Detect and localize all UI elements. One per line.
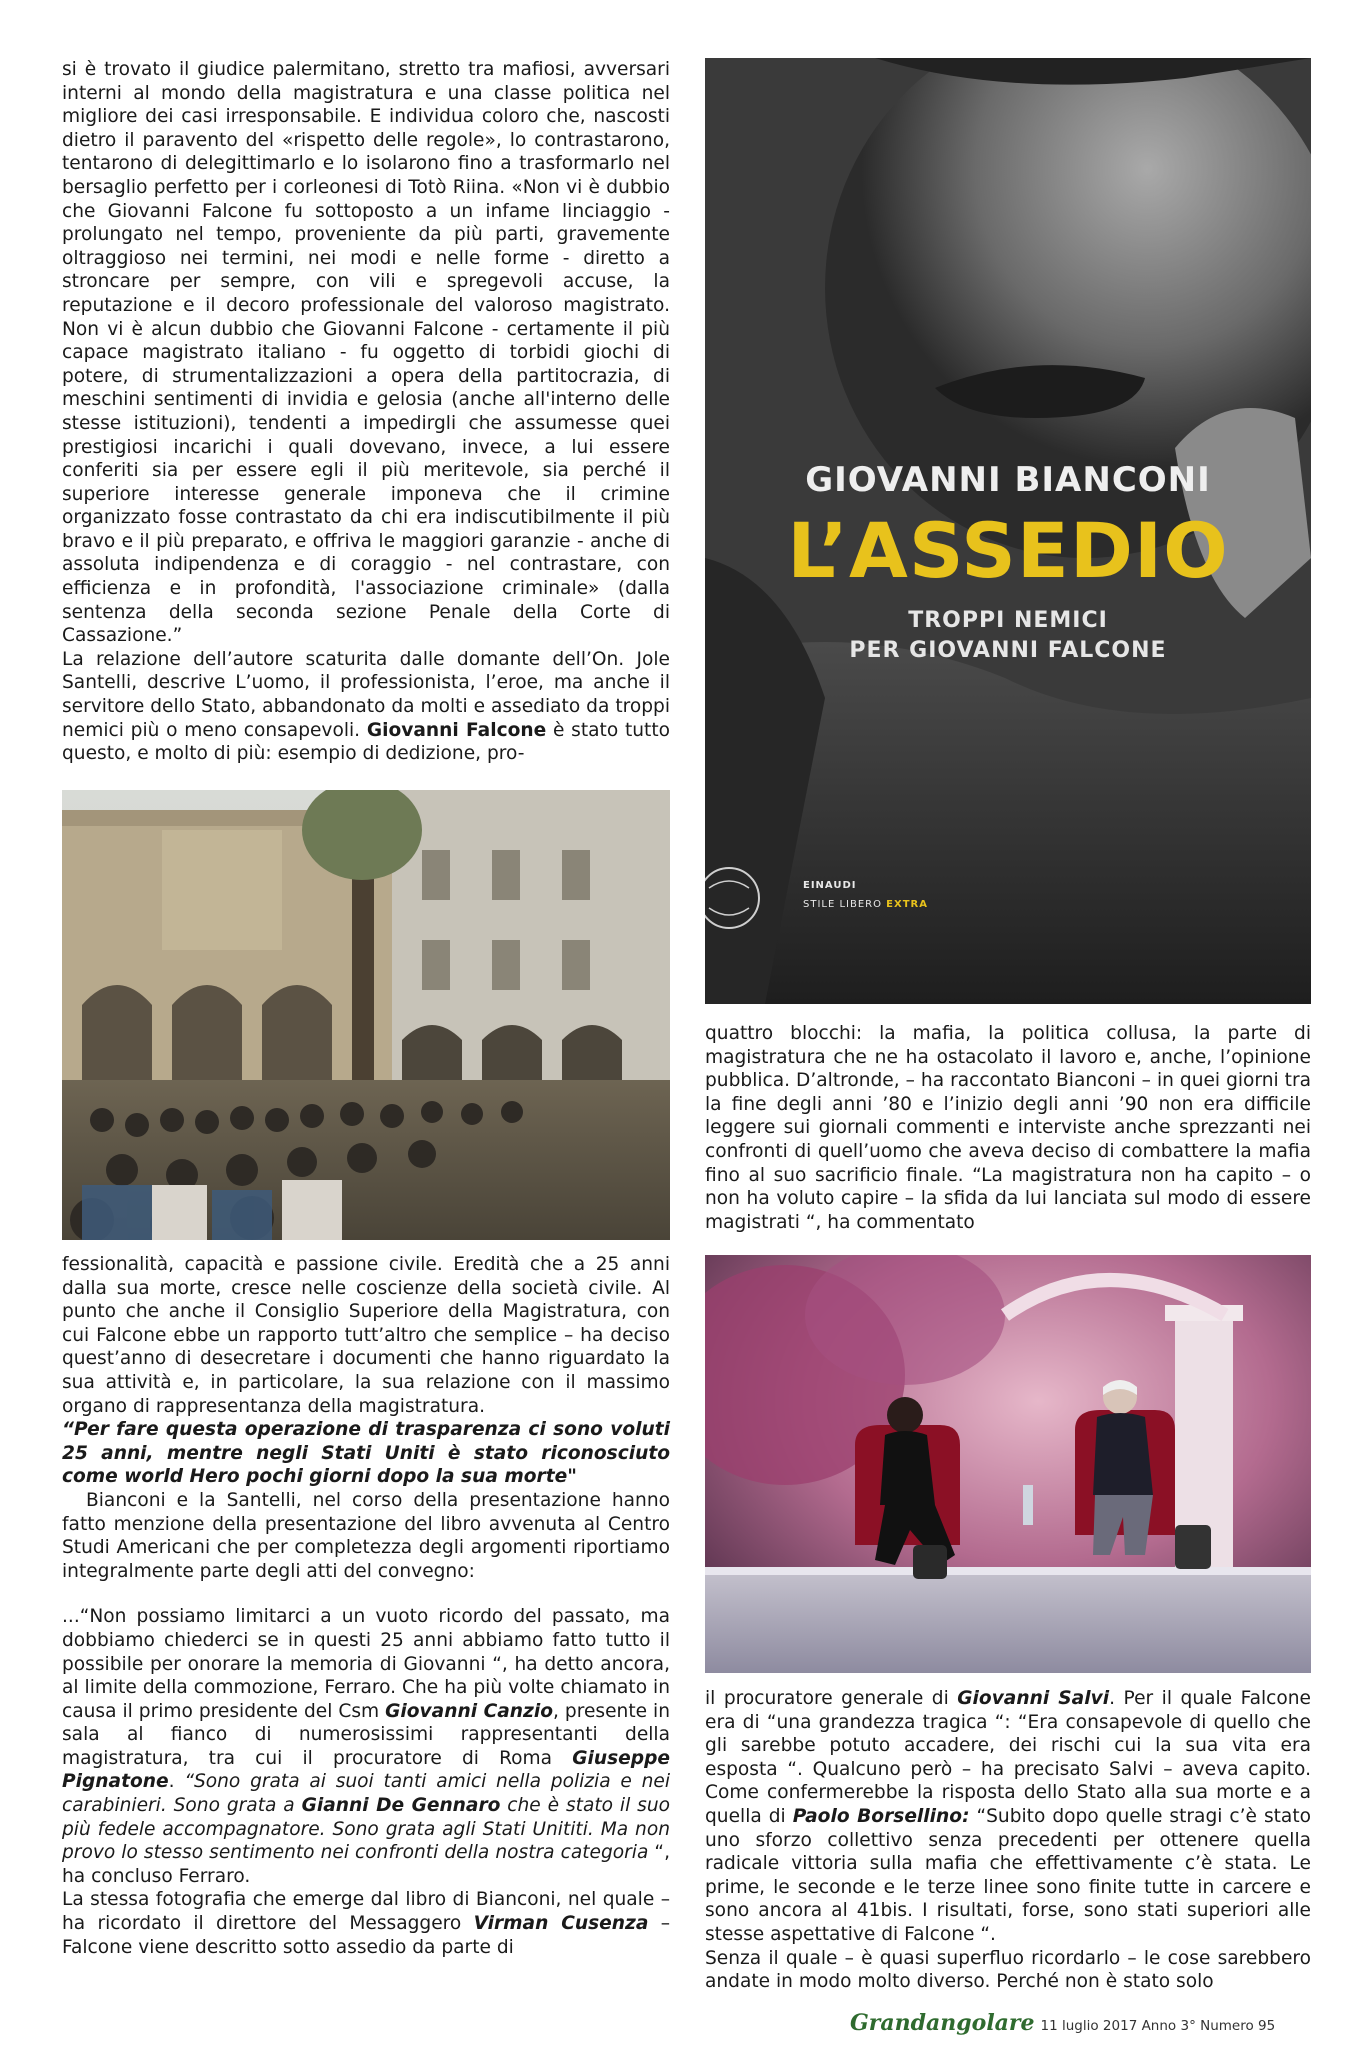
book-subtitle-1: TROPPI NEMICI bbox=[908, 608, 1108, 633]
stage-speakers-photo bbox=[705, 1255, 1311, 1673]
page-footer bbox=[850, 2010, 1330, 2036]
cloister-audience-photo bbox=[62, 790, 670, 1240]
book-cover bbox=[705, 58, 1311, 1004]
publisher-series: STILE LIBERO EXTRA bbox=[803, 899, 928, 910]
name-paolo-borsellino: Paolo Borsellino: bbox=[792, 1805, 970, 1827]
name-giuseppe-pignatone: Giuseppe Pignatone bbox=[62, 1747, 670, 1793]
paragraph-relazione: La relazione dell’autore scaturita dalle domante dell’On. Jole Santelli, descrive L’uomo, il professionista, l’eroe, ma anche il servitore dello Stato, abbandonato da molti e assediato da troppi nemici più o meno consapevoli. Giovanni Falcone è stato tutto questo, e molto di più: esempio di dedizione, pro- bbox=[62, 648, 670, 765]
paragraph-csm: fessionalità, capacità e passione civile. Eredità che a 25 anni dalla sua morte, cresce nelle coscienze della società civile. Al punto che anche il Consiglio Superiore della Magistratura, con cui Falcone ebbe un rapporto tutt’altro che semplice – ha deciso quest’anno di desecretare i documenti che hanno riguardato la sua attività e, in particolare, la sua relazione con il massimo organo di rappresentanza della magistratura. bbox=[62, 1254, 670, 1417]
name-virman-cusenza: Virman Cusenza bbox=[473, 1913, 649, 1935]
book-subtitle-2: PER GIOVANNI FALCONE bbox=[849, 638, 1167, 663]
paragraph-ferraro: ...“Non possiamo limitarci a un vuoto ricordo del passato, ma dobbiamo chiederci se in questi 25 anni abbiamo fatto tutto il possibile per onorare la memoria di Giovanni “, ha detto ancora, al limite della commozione, Ferraro. Che ha più volte chiamato in causa il primo presidente del Csm Giovanni Canzio, presente in sala al fianco di numerosissimi rappresentanti della magistratura, tra cui il procuratore di Roma Giuseppe Pignatone. “Sono grata ai suoi tanti amici nella polizia e nei carabinieri. Sono grata a Gianni De Gennaro che è stato il suo più fedele accompagnatore. Sono grata agli Stati Unititi. Ma non provo lo stesso sentimento nei confronti della nostra categoria “, ha concluso Ferraro. bbox=[62, 1606, 670, 1887]
magazine-brand: Grandangolare bbox=[850, 2010, 1035, 2036]
paragraph-presentazione: Bianconi e la Santelli, nel corso della presentazione hanno fatto menzione della presentazione del libro avvenuta al Centro Studi Americani che per completezza degli argomenti riportiamo integralmente parte degli atti del convegno: bbox=[62, 1489, 670, 1582]
right-bottom-text bbox=[705, 1687, 1311, 1994]
publisher-name: EINAUDI bbox=[803, 880, 857, 891]
right-middle-text bbox=[705, 1022, 1311, 1234]
paragraph-messaggero: La stessa fotografia che emerge dal libro di Bianconi, nel quale – ha ricordato il direttore del Messaggero Virman Cusenza – Falcone viene descritto sotto assedio da parte di bbox=[62, 1889, 671, 1958]
name-giovanni-falcone: Giovanni Falcone bbox=[366, 719, 547, 741]
left-top-text bbox=[62, 58, 670, 766]
publisher-logo bbox=[803, 880, 1003, 910]
paragraph-salvi: il procuratore generale di Giovanni Salvi. Per il quale Falcone era di “una grandezza tragica “: “Era consapevole di quello che gli sarebbe potuto accadere, dei rischi cui la sua vita era esposta “. Qualcuno però – ha precisato Salvi – aveva capito. Come confermerebbe la risposta dello Stato alla sua morte e a quella di Paolo Borsellino: “Subito dopo quelle stragi c’è stato uno sforzo collettivo senza precedenti per ottenere quella radicale vittoria sulla mafia che effettivamente c’è stata. Le prime, le seconde e le terze linee sono finite tutte in carcere e sono ancora al 41bis. I risultati, forse, sono stati superiori alle stesse aspettative di Falcone “. bbox=[705, 1688, 1311, 1945]
paragraph-quattro-blocchi: quattro blocchi: la mafia, la politica collusa, la parte di magistratura che ne ha ostacolato il lavoro e, anche, l’opinione pubblica. D’altronde, – ha raccontato Bianconi – in quei giorni tra la fine degli anni ’80 e l’inizio degli anni ’90 non era difficile leggere sui giornali commenti e interviste anche sprezzanti nei confronti di quell’uomo che aveva deciso di combattere la mafia fino al suo sacrificio finale. “La magistratura non ha capito – o non ha voluto capire – la sfida da lui lanciata sul modo di essere magistrati “, ha commentato bbox=[705, 1023, 1311, 1233]
name-giovanni-salvi: Giovanni Salvi bbox=[957, 1688, 1110, 1709]
name-giovanni-canzio: Giovanni Canzio bbox=[385, 1700, 554, 1722]
pull-quote: “Per fare questa operazione di trasparenza ci sono voluti 25 anni, mentre negli Stati Uniti è stato riconosciuto come world Hero pochi giorni dopo la sua morte" bbox=[62, 1419, 670, 1488]
paragraph-senza-il-quale: Senza il quale – è quasi superfluo ricordarlo – le cose sarebbero andate in modo molto diverso. Perché non è stato solo bbox=[705, 1947, 1311, 1993]
issue-info: 11 luglio 2017 Anno 3° Numero 95 bbox=[1040, 2018, 1276, 2034]
name-gianni-de-gennaro: Gianni De Gennaro bbox=[301, 1795, 501, 1817]
book-title: L’ASSEDIO bbox=[787, 506, 1229, 595]
paragraph-sentence-quote: si è trovato il giudice palermitano, stretto tra mafiosi, avversari interni al mondo della magistratura e una classe politica nel migliore dei casi irresponsabile. E individua coloro che, nascosti dietro il paravento del «rispetto delle regole», lo contrastarono, tentarono di delegittimarlo e lo isolarono fino a trasformarlo nel bersaglio perfetto per i corleonesi di Totò Riina. «Non vi è dubbio che Giovanni Falcone fu sottoposto a un infame linciaggio - prolungato nel tempo, proveniente da più parti, gravemente oltraggioso nei termini, nei modi e nelle forme - diretto a stroncare per sempre, con vili e spregevoli accuse, la reputazione e il decoro professionale del valoroso magistrato. Non vi è alcun dubbio che Giovanni Falcone - certamente il più capace magistrato italiano - fu oggetto di torbidi giochi di potere, di strumentalizzazioni a opera della partitocrazia, di meschini sentimenti di invidia e gelosia (anche all'interno delle stesse istituzioni), tendenti a impedirgli che assumesse quei prestigiosi incarichi i quali dovevano, invece, a lui essere conferiti sia per essere egli il più meritevole, sia perché il superiore interesse generale imponeva che il crimine organizzato fosse contrastato da chi era indiscutibilmente il più bravo e il più preparato, e offriva le maggiori garanzie - anche di assoluta indipendenza e di coraggio - nel contrastare, con efficienza e in profondità, l'associazione criminale» (dalla sentenza della seconda sezione Penale della Corte di Cassazione.” bbox=[62, 59, 670, 647]
left-bottom-text bbox=[62, 1253, 670, 1959]
book-author: GIOVANNI BIANCONI bbox=[805, 460, 1211, 500]
